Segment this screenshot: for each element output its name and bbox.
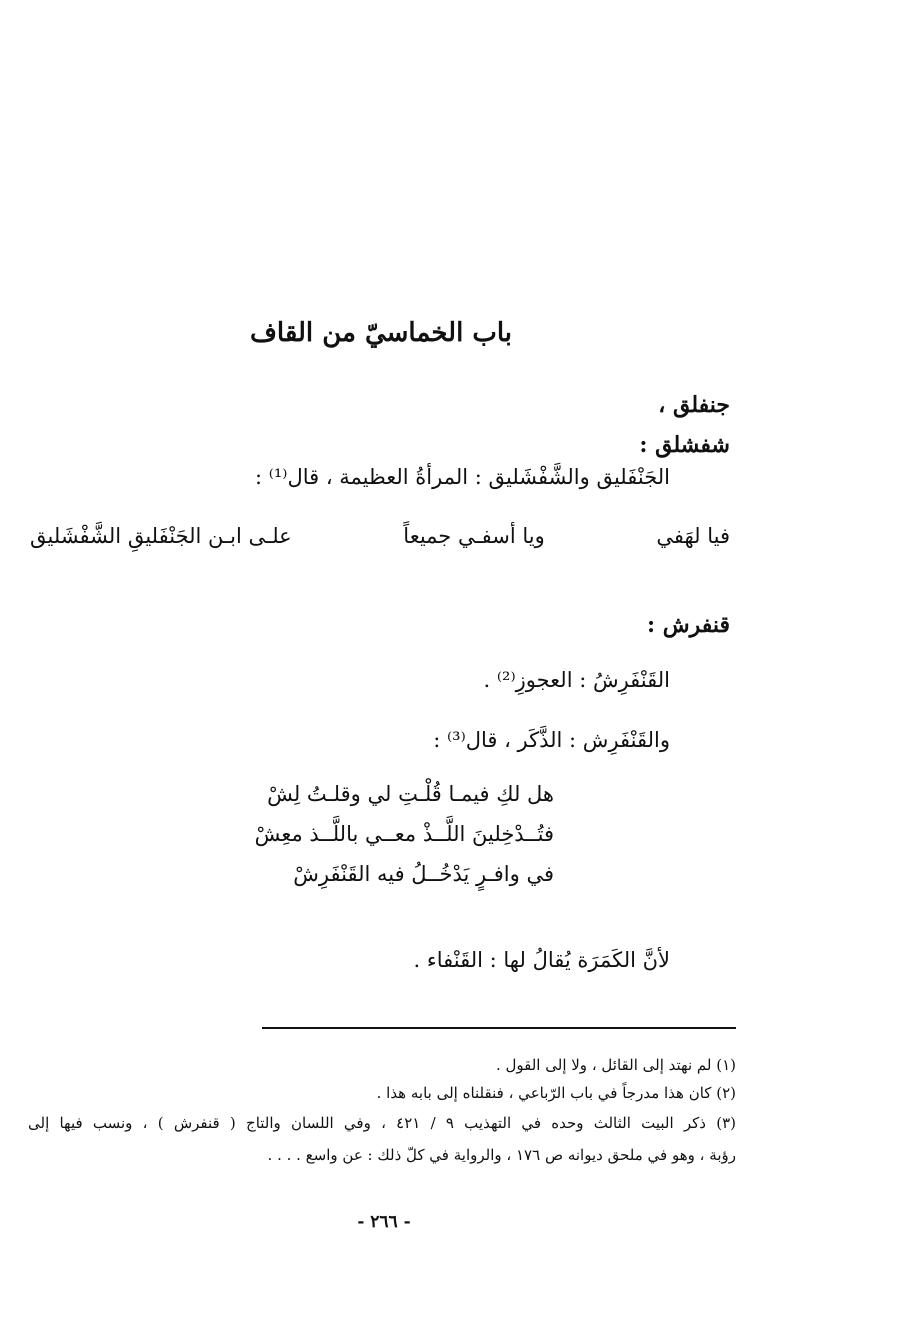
page-number-text: - ٢٦٦ -: [357, 1212, 411, 1232]
page-number: [0, 1212, 916, 1232]
poem-line: في وافـرٍ يَدْخُــلُ فيه القَنْفَرِشْ: [293, 862, 554, 886]
verse-part: ويا أسفـي جميعاً: [403, 524, 545, 548]
entry-headword-shfshlq: شفشلق :: [639, 432, 730, 458]
definition-text: الجَنْفَليق والشَّفْشَليق : المرأةُ العظيمة ، قال⁽¹⁾ :: [254, 465, 670, 489]
chapter-title-text: باب الخماسيّ من القاف: [249, 318, 513, 348]
footnote-divider: [262, 1027, 736, 1029]
verse-part: فيا لهَفي: [656, 524, 730, 548]
closing-text: لأنَّ الكَمَرَة يُقالُ لها : القَنْفاء .: [413, 948, 670, 972]
entry-headword-jnflq: جنفلق ،: [658, 392, 730, 418]
poem-line: هل لكِ فيمـا قُلْـتِ لي وقلـتُ لِشْ: [267, 782, 554, 806]
chapter-title: [0, 318, 916, 348]
poem-block: [194, 782, 554, 902]
poem-line: فتُــدْخِلينَ اللَّــذْ معــي باللَّــذ معِشْ: [254, 822, 554, 846]
definition-text: القَنْفَرِشُ : العجوزِ⁽²⁾ .: [483, 668, 670, 692]
entry-headword-qnfrsh: قنفرش :: [646, 612, 730, 638]
verse-part: علـى ابـن الجَنْفَليقِ الشَّفْشَليق: [30, 524, 292, 548]
verse-line: [30, 524, 730, 548]
footnote-1: (١) لم نهتد إلى القائل ، ولا إلى القول .: [495, 1056, 736, 1074]
footnote-2: (٢) كان هذا مدرجاً في باب الرّباعي ، فنقلناه إلى بابه هذا .: [376, 1084, 736, 1102]
definition-text: والقَنْفَرِش : الذَّكَر ، قال⁽³⁾ :: [433, 728, 670, 752]
footnote-3: (٣) ذكر البيت الثالث وحده في التهذيب ٩ / ٤٢١ ، وفي اللسان والتاج ( قنفرش ) ، ونسب فيها إلى: [28, 1114, 736, 1132]
footnote-3-continued: رؤبة ، وهو في ملحق ديوانه ص ١٧٦ ، والرواية في كلّ ذلك : عن واسع . . . .: [267, 1146, 736, 1164]
